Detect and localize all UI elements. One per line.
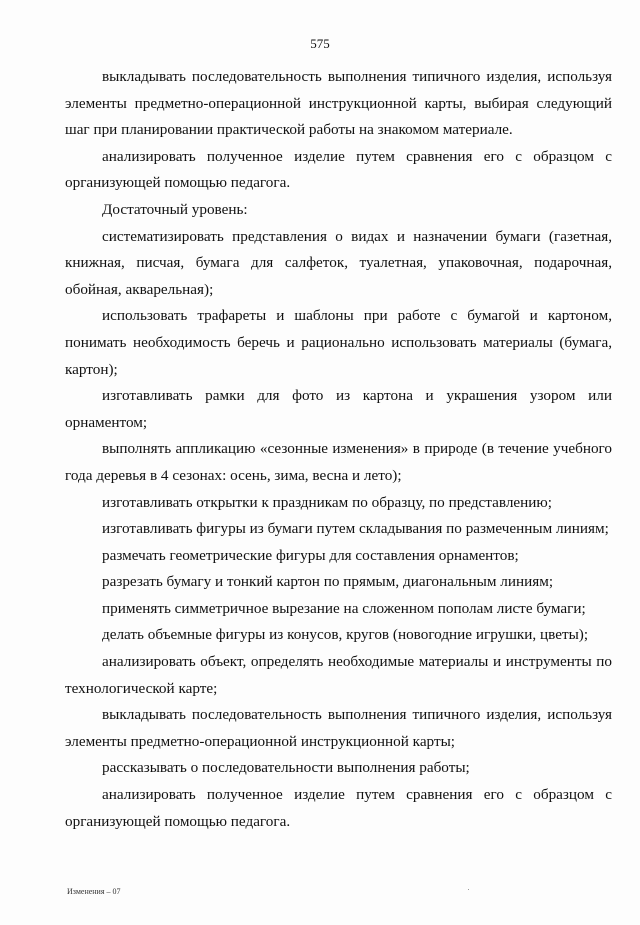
document-body (65, 64, 612, 835)
paragraph: анализировать полученное изделие путем сравнения его с образцом с организующей помощью педагога. (65, 786, 612, 830)
page-number: 575 (310, 36, 330, 51)
scan-artifact (468, 889, 469, 890)
paragraph: выкладывать последовательность выполнения типичного изделия, используя элементы предметно-операционной инструкционной карты; (65, 706, 612, 750)
paragraph: применять симметричное вырезание на сложенном пополам листе бумаги; (102, 599, 586, 617)
paragraph: разрезать бумагу и тонкий картон по прямым, диагональным линиям; (102, 573, 554, 591)
paragraph: выкладывать последовательность выполнения типичного изделия, используя элементы предметно-операционной инструкционной карты, выбирая следующий шаг при планировании практической работы на знакомом материале. (65, 68, 612, 139)
footer-revision-note: Изменения – 07 (67, 887, 121, 896)
paragraph: изготавливать рамки для фото из картона и украшения узором или орнаментом; (65, 387, 612, 431)
paragraph: рассказывать о последовательности выполнения работы; (102, 759, 470, 777)
paragraph: делать объемные фигуры из конусов, кругов (новогодние игрушки, цветы); (102, 626, 589, 644)
paragraph: размечать геометрические фигуры для составления орнаментов; (102, 546, 519, 564)
section-heading: Достаточный уровень: (102, 200, 248, 218)
paragraph: изготавливать фигуры из бумаги путем складывания по размеченным линиям; (102, 520, 609, 538)
paragraph: изготавливать открытки к праздникам по образцу, по представлению; (102, 493, 552, 511)
paragraph: выполнять аппликацию «сезонные изменения» в природе (в течение учебного года деревья в 4 сезонах: осень, зима, весна и лето); (65, 440, 612, 484)
paragraph: использовать трафареты и шаблоны при работе с бумагой и картоном, понимать необходимость беречь и рационально использовать материалы (бумага, картон); (65, 307, 612, 378)
paragraph: анализировать объект, определять необходимые материалы и инструменты по технологической карте; (65, 653, 612, 697)
paragraph: систематизировать представления о видах и назначении бумаги (газетная, книжная, писчая, бумага для салфеток, туалетная, упаковочная, подарочная, обойная, акварельная); (65, 227, 612, 298)
paragraph: анализировать полученное изделие путем сравнения его с образцом с организующей помощью педагога. (65, 147, 612, 192)
